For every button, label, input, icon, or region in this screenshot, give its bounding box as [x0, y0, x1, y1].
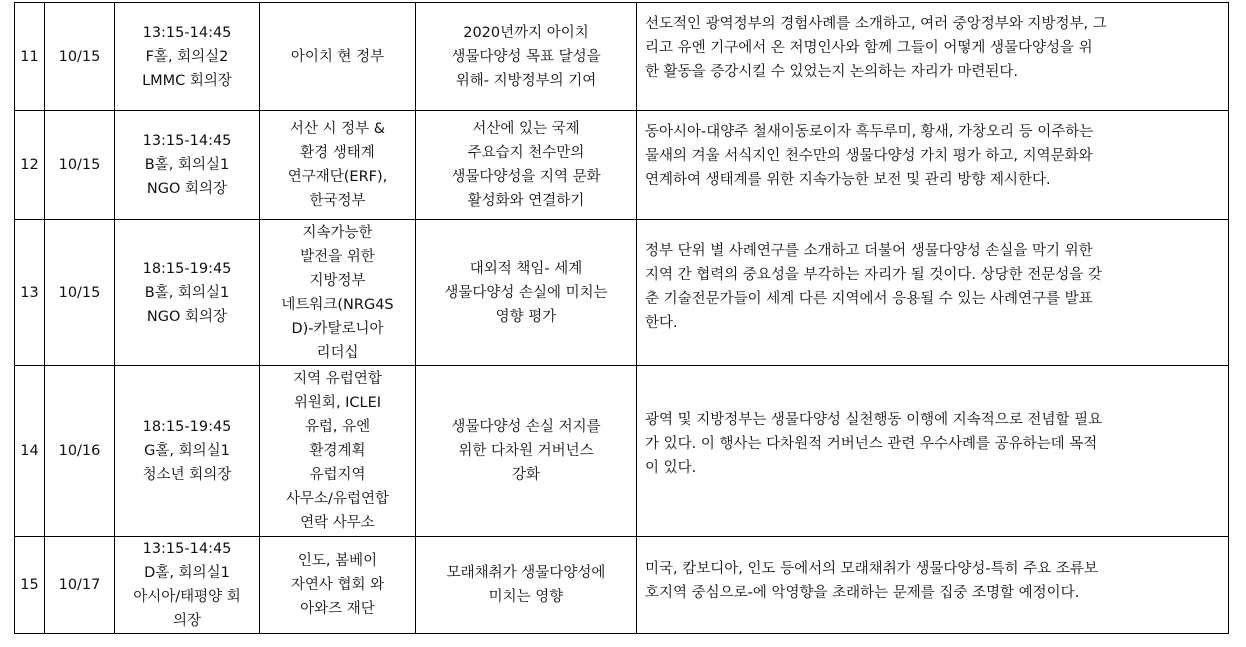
description-line: 미국, 캄보디아, 인도 등에서의 모래채취가 생물다양성-특히 주요 조류보: [645, 561, 1098, 577]
description-line: 물새의 겨울 서식지인 천수만의 생물다양성 가치 평가 하고, 지역문화와: [645, 148, 1093, 164]
row-number-cell: [15, 366, 45, 537]
table-row: [15, 537, 1229, 634]
event-room: B홀, 회의실1: [144, 284, 230, 301]
row-number-cell: [15, 537, 45, 634]
description-line: 가 있다. 이 행사는 다차원적 거버넌스 관련 우수사례를 공유하는데 목적: [645, 436, 1098, 452]
organizer-line: 인도, 봄베이: [297, 553, 378, 569]
date-cell: [45, 111, 115, 220]
description-line: 동아시아-대양주 철새이동로이자 흑두루미, 황새, 가창오리 등 이주하는: [645, 124, 1094, 140]
event-time: 18:15-19:45: [142, 260, 232, 277]
organizer-line: 지역 유럽연합: [293, 371, 382, 387]
date-cell: [45, 366, 115, 537]
title-line: 강화: [511, 467, 540, 483]
description-cell: [637, 3, 1229, 111]
date-cell: [45, 220, 115, 366]
description-line: 리고 유엔 기구에서 온 저명인사와 함께 그들이 어떻게 생물다양성을 위: [645, 40, 1093, 56]
organizer-line: 지속가능한: [302, 224, 373, 241]
description-line: 한 활동을 증강시킬 수 있었는지 논의하는 자리가 마련된다.: [645, 64, 1019, 80]
event-venue: NGO 회의장: [146, 181, 228, 197]
event-time: 13:15-14:45: [142, 541, 232, 557]
event-room: F홀, 회의실2: [145, 48, 229, 65]
row-number-cell: [15, 111, 45, 220]
title-line: 대외적 책임- 세계: [469, 260, 583, 277]
table-row: [15, 220, 1229, 366]
table-row: [15, 366, 1229, 537]
event-room: D홀, 회의실1: [144, 565, 230, 581]
title-line: 위한 다차원 거버넌스: [458, 443, 594, 459]
organizer-line: 연락 사무소: [300, 515, 375, 531]
organizer-line: 서산 시 정부 &: [289, 121, 386, 137]
row-number-cell: [15, 3, 45, 111]
event-date: 10/15: [58, 284, 101, 301]
table-body: [15, 3, 1229, 634]
table-row: [15, 3, 1229, 111]
row-number: 15: [20, 577, 39, 593]
title-line: 생물다양성을 지역 문화: [451, 169, 601, 185]
title-line: 위해- 지방정부의 기여: [455, 72, 597, 89]
row-number: 11: [20, 48, 39, 65]
event-time: 18:15-19:45: [142, 419, 232, 435]
organizer-cell: [260, 3, 416, 111]
event-time: 13:15-14:45: [142, 133, 232, 149]
organizer-line: 리더십: [316, 344, 359, 361]
organizer-line: 지방정부: [309, 272, 366, 289]
title-line: 미치는 영향: [488, 589, 564, 605]
date-cell: [45, 3, 115, 111]
event-date: 10/15: [58, 157, 101, 173]
organizer-line: 유럽지역: [309, 467, 366, 483]
description-cell: [637, 220, 1229, 366]
date-cell: [45, 537, 115, 634]
organizer-line: 유럽, 유엔: [304, 419, 371, 435]
organizer-cell: [260, 537, 416, 634]
event-date: 10/16: [58, 443, 101, 459]
row-number: 14: [20, 443, 39, 459]
organizer-line: 사무소/유럽연합: [286, 491, 389, 507]
time-location-cell: [115, 3, 260, 111]
description-cell: [637, 366, 1229, 537]
description-cell: [637, 111, 1229, 220]
title-line: 생물다양성 손실에 미치는: [444, 284, 608, 301]
row-number: 12: [20, 157, 39, 173]
organizer-line: 아이치 현 정부: [290, 48, 385, 65]
time-location-cell: [115, 111, 260, 220]
time-location-cell: [115, 537, 260, 634]
title-cell: [416, 220, 637, 366]
event-venue: 청소년 회의장: [142, 467, 232, 483]
organizer-line: 아와즈 재단: [300, 601, 375, 617]
title-cell: [416, 537, 637, 634]
organizer-line: 연구재단(ERF),: [287, 169, 388, 185]
time-location-cell: [115, 220, 260, 366]
description-line: 한다.: [645, 315, 678, 331]
title-line: 주요습지 천수만의: [467, 145, 585, 161]
organizer-line: 환경 생태계: [300, 145, 375, 161]
title-line: 모래채취가 생물다양성에: [446, 565, 606, 581]
description-line: 정부 단위 별 사례연구를 소개하고 더불어 생물다양성 손실을 막기 위한: [645, 243, 1093, 259]
event-date: 10/15: [58, 48, 101, 65]
description-line: 선도적인 광역정부의 경험사례를 소개하고, 여러 중앙정부와 지방정부, 그: [645, 16, 1107, 32]
event-room: B홀, 회의실1: [144, 157, 230, 173]
row-number-cell: [15, 220, 45, 366]
event-venue: NGO 회의장: [146, 308, 228, 325]
organizer-cell: [260, 111, 416, 220]
title-cell: [416, 111, 637, 220]
title-line: 2020년까지 아이치: [463, 24, 589, 41]
title-line: 서산에 있는 국제: [472, 121, 580, 137]
event-venue: 아시아/태평양 회의장: [133, 589, 241, 629]
organizer-cell: [260, 220, 416, 366]
event-time: 13:15-14:45: [142, 24, 232, 41]
description-line: 광역 및 지방정부는 생물다양성 실천행동 이행에 지속적으로 전념할 필요: [645, 412, 1103, 428]
table-row: [15, 111, 1229, 220]
organizer-line: 환경계획: [309, 443, 366, 459]
organizer-line: 네트워크(NRG4S: [281, 296, 394, 313]
organizer-cell: [260, 366, 416, 537]
description-line: 지역 간 협력의 중요성을 부각하는 자리가 될 것이다. 상당한 전문성을 갖: [645, 267, 1102, 283]
event-schedule-table: [14, 2, 1229, 634]
description-line: 연계하여 생태계를 위한 지속가능한 보전 및 관리 방향 제시한다.: [645, 172, 1051, 188]
time-location-cell: [115, 366, 260, 537]
organizer-line: 위원회, ICLEI: [293, 395, 382, 411]
title-line: 생물다양성 목표 달성을: [451, 48, 601, 65]
organizer-line: 한국정부: [309, 193, 366, 209]
title-line: 활성화와 연결하기: [467, 193, 585, 209]
row-number: 13: [20, 284, 39, 301]
description-cell: [637, 537, 1229, 634]
title-line: 영향 평가: [495, 308, 557, 325]
event-room: G홀, 회의실1: [144, 443, 230, 459]
description-line: 이 있다.: [645, 460, 697, 476]
event-date: 10/17: [58, 577, 101, 593]
title-cell: [416, 366, 637, 537]
description-line: 춘 기술전문가들이 세계 다른 지역에서 응용될 수 있는 사례연구를 발표: [645, 291, 1093, 307]
organizer-line: 자연사 협회 와: [290, 577, 385, 593]
description-line: 호지역 중심으로-에 악영향을 초래하는 문제를 집중 조명할 예정이다.: [645, 585, 1080, 601]
event-venue: LMMC 회의장: [142, 72, 232, 89]
organizer-line: D)-카탈로니아: [291, 320, 384, 337]
organizer-line: 발전을 위한: [300, 248, 375, 265]
title-line: 생물다양성 손실 저지를: [451, 419, 601, 435]
title-cell: [416, 3, 637, 111]
